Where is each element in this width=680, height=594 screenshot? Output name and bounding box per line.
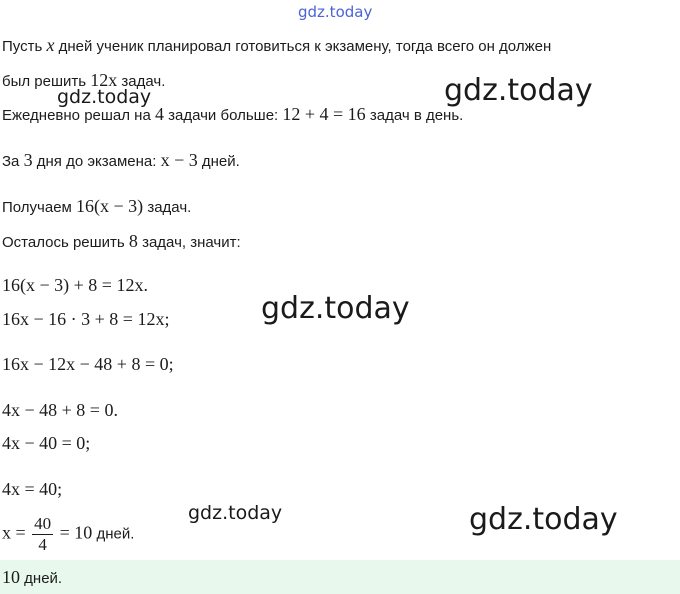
text-line-2 bbox=[2, 70, 165, 92]
watermark: gdz.today bbox=[57, 86, 152, 108]
text: дней. bbox=[92, 525, 135, 543]
equation-5: 4x − 40 = 0; bbox=[2, 433, 91, 453]
math: = 10 bbox=[55, 522, 93, 543]
text: дней ученик планировал готовиться к экзамену, тогда всего он должен bbox=[54, 38, 552, 55]
text: За bbox=[2, 153, 24, 170]
equation-3: 16x − 12x − 48 + 8 = 0; bbox=[2, 354, 174, 374]
text: Осталось решить bbox=[2, 234, 129, 251]
answer-line bbox=[2, 567, 62, 589]
text-line-6 bbox=[2, 231, 241, 253]
answer-highlight bbox=[0, 560, 680, 594]
text: дня до экзамена: bbox=[32, 153, 161, 170]
math: x − 3 bbox=[160, 150, 198, 170]
math: 4 bbox=[154, 104, 164, 124]
text: задачи больше: bbox=[163, 107, 283, 124]
text: дней. bbox=[197, 153, 240, 170]
text: был решить bbox=[2, 73, 91, 90]
text: задач, значит: bbox=[137, 234, 241, 251]
text-line-4 bbox=[2, 150, 240, 172]
text: Пусть bbox=[2, 38, 47, 55]
text-line-1 bbox=[2, 35, 551, 57]
math: 3 bbox=[23, 150, 33, 170]
math: 8 bbox=[128, 231, 138, 251]
math: x bbox=[46, 35, 55, 55]
answer-value: 10 bbox=[2, 567, 20, 587]
watermark-top: gdz.today bbox=[298, 3, 373, 21]
equation-7 bbox=[2, 514, 134, 555]
fraction-numerator: 40 bbox=[34, 514, 52, 533]
text-line-5 bbox=[2, 196, 191, 218]
fraction-denominator: 4 bbox=[38, 535, 47, 554]
math: 16(x − 3) bbox=[76, 196, 144, 216]
text-line-3 bbox=[2, 104, 463, 126]
fraction bbox=[32, 514, 53, 555]
text: задач в день. bbox=[365, 107, 464, 124]
text: Получаем bbox=[2, 199, 77, 216]
text: задач. bbox=[117, 73, 166, 90]
text: задач. bbox=[143, 199, 192, 216]
watermark: gdz.today bbox=[188, 502, 283, 524]
watermark: gdz.today bbox=[469, 502, 618, 537]
text: Ежедневно решал на bbox=[2, 107, 155, 124]
watermark: gdz.today bbox=[444, 73, 593, 108]
answer-text: дней. bbox=[20, 570, 63, 587]
equation-2: 16x − 16 · 3 + 8 = 12x; bbox=[2, 309, 170, 329]
math: x = bbox=[2, 522, 31, 543]
equation-1: 16(x − 3) + 8 = 12x. bbox=[2, 275, 148, 295]
equation-4: 4x − 48 + 8 = 0. bbox=[2, 400, 118, 420]
math: 12 + 4 = 16 bbox=[282, 104, 366, 124]
equation-6: 4x = 40; bbox=[2, 479, 63, 499]
math: 12x bbox=[90, 70, 118, 90]
watermark: gdz.today bbox=[261, 291, 410, 326]
